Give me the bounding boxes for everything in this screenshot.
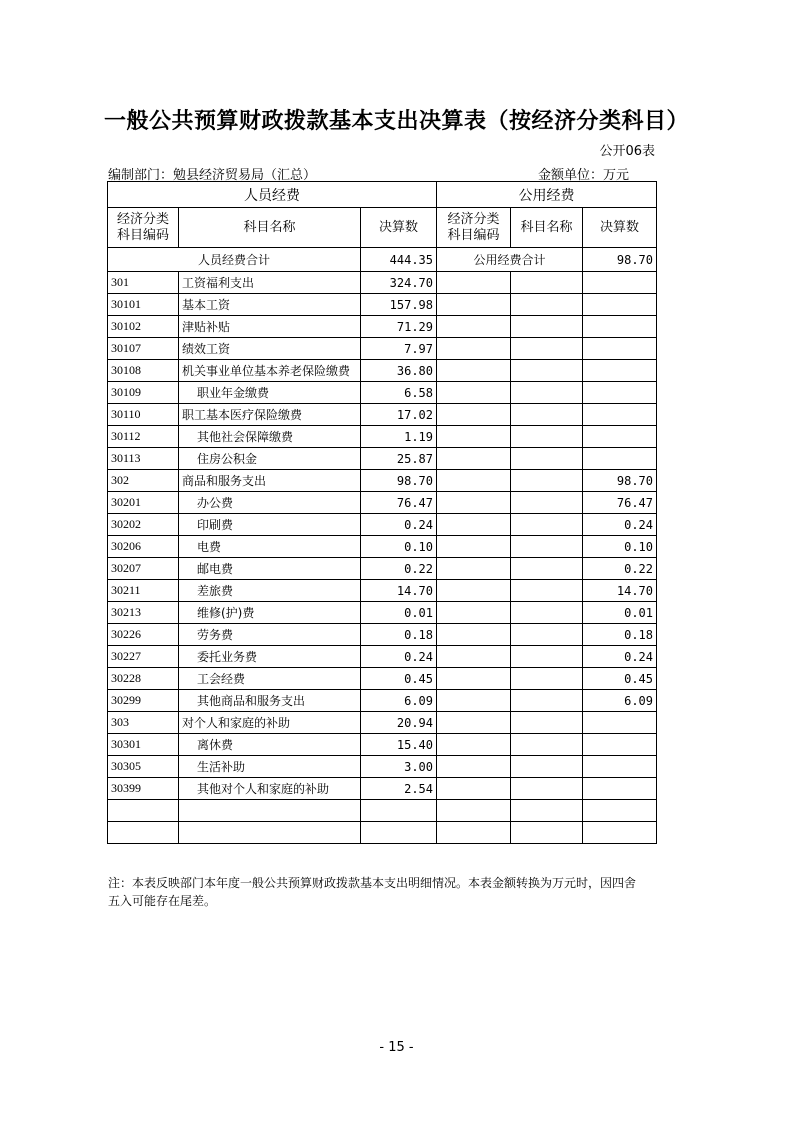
row-amount-right: 0.24 xyxy=(583,514,657,536)
row-amount-right: 0.01 xyxy=(583,602,657,624)
row-name: 办公费 xyxy=(179,492,361,514)
table-row xyxy=(108,294,657,316)
row-name: 其他社会保障缴费 xyxy=(179,426,361,448)
row-code: 30107 xyxy=(108,338,179,360)
row-name: 离休费 xyxy=(179,734,361,756)
row-name xyxy=(179,822,361,844)
table-row xyxy=(108,690,657,712)
row-amount: 0.18 xyxy=(361,624,437,646)
row-amount: 0.22 xyxy=(361,558,437,580)
table-row xyxy=(108,514,657,536)
table-row xyxy=(108,426,657,448)
row-code: 30108 xyxy=(108,360,179,382)
row-name-right xyxy=(511,514,583,536)
row-code-right xyxy=(437,294,511,316)
row-amount-right: 76.47 xyxy=(583,492,657,514)
row-code-right xyxy=(437,338,511,360)
row-code: 30110 xyxy=(108,404,179,426)
row-name: 委托业务费 xyxy=(179,646,361,668)
row-name-right xyxy=(511,272,583,294)
row-amount-right: 0.10 xyxy=(583,536,657,558)
row-name-right xyxy=(511,756,583,778)
page-number: - 15 - xyxy=(379,1040,414,1055)
row-amount-right: 14.70 xyxy=(583,580,657,602)
row-name-right xyxy=(511,822,583,844)
row-code xyxy=(108,800,179,822)
row-name-right xyxy=(511,316,583,338)
row-code: 30102 xyxy=(108,316,179,338)
row-name: 职工基本医疗保险缴费 xyxy=(179,404,361,426)
row-name-right xyxy=(511,360,583,382)
form-number: 公开06表 xyxy=(599,144,655,159)
row-name-right xyxy=(511,668,583,690)
row-code-right xyxy=(437,316,511,338)
row-amount-right xyxy=(583,712,657,734)
row-code-right xyxy=(437,800,511,822)
row-name-right xyxy=(511,294,583,316)
group-header-row xyxy=(108,182,657,208)
row-name-right xyxy=(511,536,583,558)
table-row xyxy=(108,778,657,800)
row-amount-right: 6.09 xyxy=(583,690,657,712)
table-row xyxy=(108,316,657,338)
table-row xyxy=(108,734,657,756)
row-amount: 3.00 xyxy=(361,756,437,778)
header-code-right-text: 经济分类科目编码 xyxy=(447,211,500,243)
row-code: 30201 xyxy=(108,492,179,514)
table-row xyxy=(108,800,657,822)
row-name: 电费 xyxy=(179,536,361,558)
table-row xyxy=(108,668,657,690)
row-name: 生活补助 xyxy=(179,756,361,778)
row-amount-right xyxy=(583,778,657,800)
row-name: 机关事业单位基本养老保险缴费 xyxy=(179,360,361,382)
row-code: 302 xyxy=(108,470,179,492)
row-name: 津贴补贴 xyxy=(179,316,361,338)
row-amount-right xyxy=(583,360,657,382)
row-name: 差旅费 xyxy=(179,580,361,602)
row-amount-right xyxy=(583,404,657,426)
row-amount: 20.94 xyxy=(361,712,437,734)
row-amount-right: 0.22 xyxy=(583,558,657,580)
row-name-right xyxy=(511,646,583,668)
table-row xyxy=(108,558,657,580)
row-code-right xyxy=(437,558,511,580)
row-code-right xyxy=(437,404,511,426)
row-code-right xyxy=(437,646,511,668)
total-label-left: 人员经费合计 xyxy=(108,248,361,272)
row-code: 30206 xyxy=(108,536,179,558)
row-name-right xyxy=(511,712,583,734)
total-amount-right: 98.70 xyxy=(583,248,657,272)
header-name-right: 科目名称 xyxy=(511,208,583,248)
row-code-right xyxy=(437,602,511,624)
table-row xyxy=(108,404,657,426)
row-amount-right xyxy=(583,734,657,756)
header-code-left-text: 经济分类科目编码 xyxy=(116,211,169,243)
row-code-right xyxy=(437,756,511,778)
row-name: 工会经费 xyxy=(179,668,361,690)
row-name: 住房公积金 xyxy=(179,448,361,470)
row-code: 30211 xyxy=(108,580,179,602)
row-amount: 6.58 xyxy=(361,382,437,404)
row-name: 维修(护)费 xyxy=(179,602,361,624)
row-code: 30226 xyxy=(108,624,179,646)
row-code: 30301 xyxy=(108,734,179,756)
row-amount-right xyxy=(583,382,657,404)
row-name: 商品和服务支出 xyxy=(179,470,361,492)
row-amount-right xyxy=(583,272,657,294)
row-code-right xyxy=(437,448,511,470)
row-code: 30202 xyxy=(108,514,179,536)
row-amount xyxy=(361,822,437,844)
row-amount: 0.24 xyxy=(361,514,437,536)
row-amount-right xyxy=(583,316,657,338)
row-code: 30227 xyxy=(108,646,179,668)
row-amount: 7.97 xyxy=(361,338,437,360)
row-code: 301 xyxy=(108,272,179,294)
row-amount: 14.70 xyxy=(361,580,437,602)
row-name: 职业年金缴费 xyxy=(179,382,361,404)
row-amount-right: 0.24 xyxy=(583,646,657,668)
row-name-right xyxy=(511,690,583,712)
row-amount-right xyxy=(583,822,657,844)
header-name-left: 科目名称 xyxy=(179,208,361,248)
header-amount-right: 决算数 xyxy=(583,208,657,248)
table-row xyxy=(108,712,657,734)
row-code: 30213 xyxy=(108,602,179,624)
expenditure-table xyxy=(107,181,657,844)
table-row xyxy=(108,492,657,514)
row-code-right xyxy=(437,778,511,800)
row-amount-right xyxy=(583,294,657,316)
row-code-right xyxy=(437,514,511,536)
row-name: 工资福利支出 xyxy=(179,272,361,294)
table-row xyxy=(108,756,657,778)
table-row xyxy=(108,822,657,844)
row-code: 30305 xyxy=(108,756,179,778)
row-name-right xyxy=(511,602,583,624)
row-code: 30299 xyxy=(108,690,179,712)
row-code-right xyxy=(437,382,511,404)
row-amount: 25.87 xyxy=(361,448,437,470)
column-header-row xyxy=(108,208,657,248)
row-name-right xyxy=(511,800,583,822)
row-name: 基本工资 xyxy=(179,294,361,316)
table-row xyxy=(108,470,657,492)
row-code-right xyxy=(437,426,511,448)
row-name: 印刷费 xyxy=(179,514,361,536)
row-name-right xyxy=(511,624,583,646)
row-name: 劳务费 xyxy=(179,624,361,646)
row-code-right xyxy=(437,272,511,294)
header-amount-left: 决算数 xyxy=(361,208,437,248)
row-code xyxy=(108,822,179,844)
row-code-right xyxy=(437,624,511,646)
row-code-right xyxy=(437,734,511,756)
total-label-right: 公用经费合计 xyxy=(437,248,583,272)
row-name: 绩效工资 xyxy=(179,338,361,360)
row-code: 30113 xyxy=(108,448,179,470)
row-amount-right xyxy=(583,756,657,778)
row-name-right xyxy=(511,338,583,360)
total-amount-left: 444.35 xyxy=(361,248,437,272)
row-name: 其他商品和服务支出 xyxy=(179,690,361,712)
row-amount: 0.45 xyxy=(361,668,437,690)
row-amount: 76.47 xyxy=(361,492,437,514)
group-public: 公用经费 xyxy=(437,182,657,208)
row-code: 30228 xyxy=(108,668,179,690)
row-amount: 98.70 xyxy=(361,470,437,492)
footnote: 注：本表反映部门本年度一般公共预算财政拨款基本支出明细情况。本表金额转换为万元时，因四舍五入可能存在尾差。 xyxy=(108,876,637,908)
row-name-right xyxy=(511,778,583,800)
row-code-right xyxy=(437,822,511,844)
table-row xyxy=(108,360,657,382)
row-name-right xyxy=(511,382,583,404)
row-amount: 17.02 xyxy=(361,404,437,426)
row-name-right xyxy=(511,492,583,514)
row-name: 对个人和家庭的补助 xyxy=(179,712,361,734)
row-amount: 6.09 xyxy=(361,690,437,712)
row-amount: 0.10 xyxy=(361,536,437,558)
row-code-right xyxy=(437,470,511,492)
row-code: 30399 xyxy=(108,778,179,800)
table-row xyxy=(108,646,657,668)
table-row xyxy=(108,382,657,404)
table-row xyxy=(108,624,657,646)
row-code: 30101 xyxy=(108,294,179,316)
row-amount: 1.19 xyxy=(361,426,437,448)
row-code: 303 xyxy=(108,712,179,734)
row-code-right xyxy=(437,492,511,514)
row-code-right xyxy=(437,712,511,734)
row-amount: 15.40 xyxy=(361,734,437,756)
row-name-right xyxy=(511,470,583,492)
row-name: 邮电费 xyxy=(179,558,361,580)
row-amount-right: 0.18 xyxy=(583,624,657,646)
row-name-right xyxy=(511,448,583,470)
row-amount: 36.80 xyxy=(361,360,437,382)
row-code-right xyxy=(437,668,511,690)
row-name-right xyxy=(511,404,583,426)
row-code-right xyxy=(437,360,511,382)
row-code: 30207 xyxy=(108,558,179,580)
row-amount: 2.54 xyxy=(361,778,437,800)
row-name xyxy=(179,800,361,822)
table-row xyxy=(108,536,657,558)
row-name-right xyxy=(511,558,583,580)
table-row xyxy=(108,580,657,602)
row-amount xyxy=(361,800,437,822)
totals-row xyxy=(108,248,657,272)
row-name-right xyxy=(511,580,583,602)
header-code-right xyxy=(437,208,511,248)
row-amount: 0.01 xyxy=(361,602,437,624)
row-code-right xyxy=(437,580,511,602)
row-code: 30112 xyxy=(108,426,179,448)
row-amount-right: 0.45 xyxy=(583,668,657,690)
header-code-left xyxy=(108,208,179,248)
group-personnel: 人员经费 xyxy=(108,182,437,208)
row-amount: 71.29 xyxy=(361,316,437,338)
row-name: 其他对个人和家庭的补助 xyxy=(179,778,361,800)
table-row xyxy=(108,272,657,294)
row-amount-right xyxy=(583,448,657,470)
row-amount-right: 98.70 xyxy=(583,470,657,492)
row-amount-right xyxy=(583,338,657,360)
row-name-right xyxy=(511,426,583,448)
row-code-right xyxy=(437,690,511,712)
row-amount: 157.98 xyxy=(361,294,437,316)
unit-label: 金额单位：万元 xyxy=(538,168,630,183)
row-amount-right xyxy=(583,800,657,822)
row-amount-right xyxy=(583,426,657,448)
department-label: 编制部门：勉县经济贸易局（汇总） xyxy=(108,168,317,183)
row-code: 30109 xyxy=(108,382,179,404)
page-title: 一般公共预算财政拨款基本支出决算表（按经济分类科目） xyxy=(103,109,689,134)
table-row xyxy=(108,338,657,360)
row-amount: 324.70 xyxy=(361,272,437,294)
row-name-right xyxy=(511,734,583,756)
row-code-right xyxy=(437,536,511,558)
table-row xyxy=(108,602,657,624)
row-amount: 0.24 xyxy=(361,646,437,668)
table-row xyxy=(108,448,657,470)
